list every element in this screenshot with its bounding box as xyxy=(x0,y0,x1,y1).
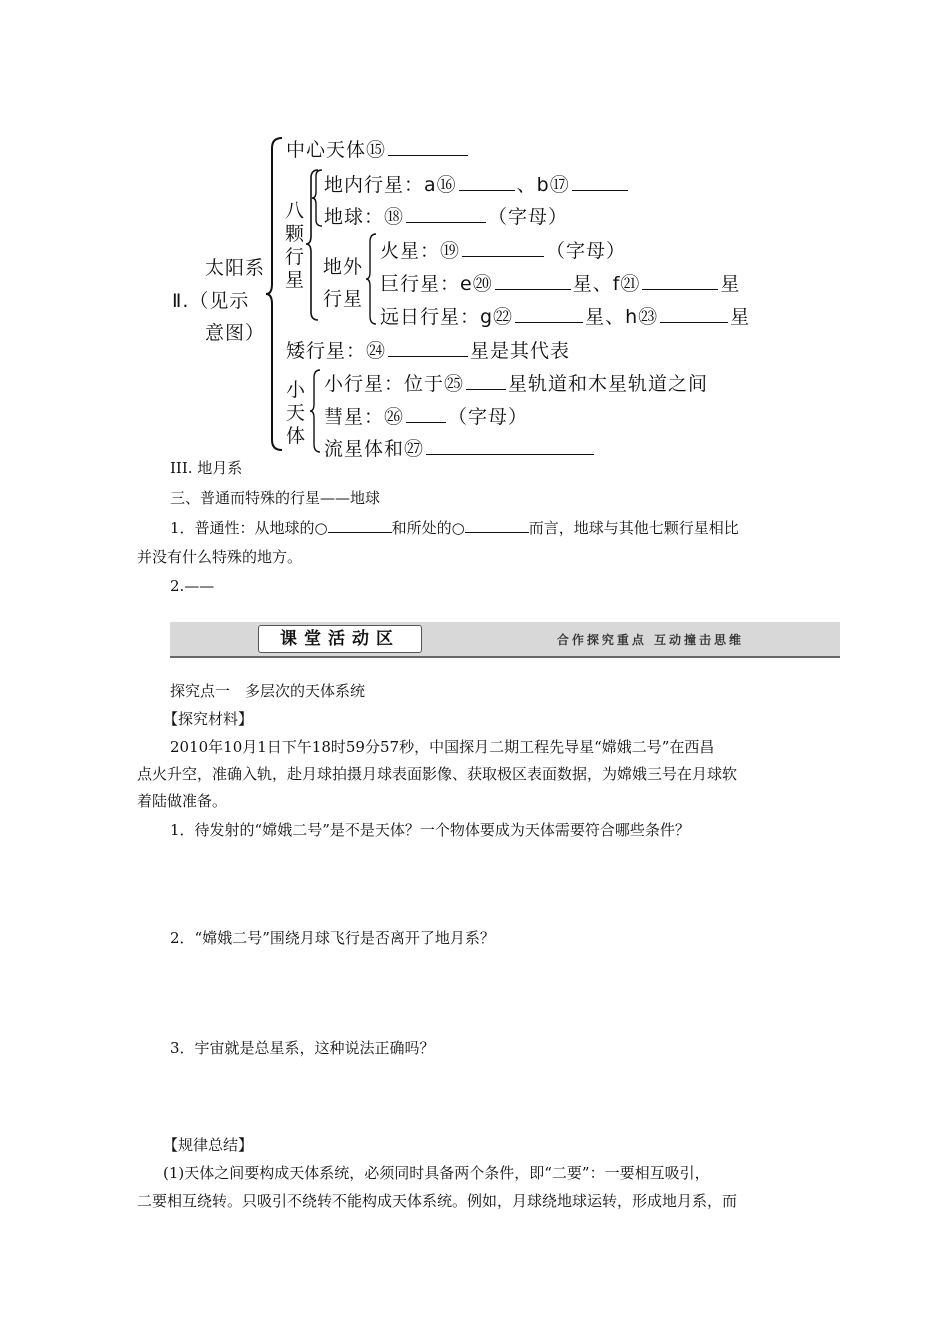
mars-line xyxy=(380,236,626,263)
material-heading: 【探究材料】 xyxy=(163,710,254,728)
banner-subtitle: 合作探究重点 互动撞击思维 xyxy=(556,633,744,647)
meteor-line xyxy=(324,434,596,461)
explore-point-heading: 探究点一 多层次的天体系统 xyxy=(170,682,366,700)
blank-25[interactable] xyxy=(466,372,506,390)
blank-19[interactable] xyxy=(462,239,544,257)
comet-label: 彗星：㉖ xyxy=(324,406,405,428)
blank-b[interactable] xyxy=(465,518,529,533)
ordinary-paragraph-2: 并没有什么特殊的地方。 xyxy=(137,548,303,566)
material-line-1: 2010年10月1日下午18时59分57秒，中国探月二期工程先导星“嫦娥二号”在西昌 xyxy=(170,738,715,756)
summary-line-1: (1)天体之间要构成天体系统，必须同时具备两个条件，即“二要”：一要相互吸引， xyxy=(163,1164,710,1182)
mars-label: 火星：⑲ xyxy=(380,240,461,262)
center-body-label: 中心天体⑮ xyxy=(286,139,387,161)
center-body-line xyxy=(286,135,470,162)
inner-sep: 、b⑰ xyxy=(516,174,570,196)
inner-planets-line xyxy=(324,170,630,197)
giant-label: 巨行星：e⑳ xyxy=(380,273,493,295)
farsun-label: 远日行星：g㉒ xyxy=(380,306,514,328)
giant-tail: 星 xyxy=(720,273,741,295)
blank-22[interactable] xyxy=(515,305,583,323)
summary-line-2: 二要相互绕转。只吸引不绕转不能构成天体系统。例如，月球绕地球运转，形成地月系，而 xyxy=(137,1192,738,1210)
asteroid-line xyxy=(324,369,708,396)
main-brace xyxy=(266,136,286,452)
blank-15[interactable] xyxy=(388,138,468,156)
root-label: 太阳系 xyxy=(205,257,266,279)
small-bodies-label: 小天体 xyxy=(286,379,307,447)
blank-26[interactable] xyxy=(406,405,446,423)
class-activity-banner xyxy=(170,622,840,658)
asteroid-label: 小行星：位于㉕ xyxy=(324,373,465,395)
blank-24[interactable] xyxy=(388,339,468,357)
comet-line xyxy=(324,402,528,429)
farsun-mid: 星、h㉓ xyxy=(585,306,659,328)
comet-tail: （字母） xyxy=(448,406,529,428)
dwarf-tail: 星是其代表 xyxy=(470,340,571,362)
eight-planets-label: 八颗行星 xyxy=(285,200,306,291)
giant-planets-line xyxy=(380,269,740,296)
mars-tail: （字母） xyxy=(546,240,627,262)
blank-16[interactable] xyxy=(459,173,515,191)
earth-line xyxy=(324,202,568,229)
section-three-heading: 三、普通而特殊的行星——地球 xyxy=(170,489,381,507)
material-line-3: 着陆做准备。 xyxy=(137,792,228,810)
section-label: Ⅱ.（见示 xyxy=(172,290,250,312)
blank-20[interactable] xyxy=(495,272,571,290)
giant-mid: 星、f㉑ xyxy=(572,273,641,295)
earth-tail: （字母） xyxy=(488,206,569,228)
blank-23[interactable] xyxy=(660,305,728,323)
asteroid-tail: 星轨道和木星轨道之间 xyxy=(508,373,709,395)
blank-17[interactable] xyxy=(572,173,628,191)
question-1: 1．待发射的“嫦娥二号”是不是天体？一个物体要成为天体需要符合哪些条件？ xyxy=(170,821,690,839)
banner-title: 课堂活动区 xyxy=(258,625,422,653)
blank-a[interactable] xyxy=(328,518,392,533)
inner-label: 地内行星：a⑯ xyxy=(324,174,457,196)
dwarf-label: 矮行星：㉔ xyxy=(286,340,387,362)
earth-moon-heading: III. 地月系 xyxy=(170,459,243,477)
farsun-tail: 星 xyxy=(730,306,751,328)
summary-heading: 【规律总结】 xyxy=(163,1136,254,1154)
item-two: 2.—— xyxy=(170,577,215,595)
p1a: 1．普通性：从地球的○ xyxy=(170,519,328,537)
question-3: 3．宇宙就是总星系，这种说法正确吗？ xyxy=(170,1039,435,1057)
material-line-2: 点火升空，准确入轨，赴月球拍摄月球表面影像、获取极区表面数据，为嫦娥三号在月球软 xyxy=(137,765,738,783)
outer-brace xyxy=(366,232,380,326)
blank-21[interactable] xyxy=(642,272,718,290)
earth-label: 地球：⑱ xyxy=(324,206,405,228)
p1c: 而言，地球与其他七颗行星相比 xyxy=(528,519,739,537)
blank-18[interactable] xyxy=(406,205,486,223)
dwarf-planet-line xyxy=(286,336,570,363)
outer-planets-label: 地外行星 xyxy=(323,256,364,310)
section-label-2: 意图） xyxy=(205,322,266,344)
meteor-label: 流星体和㉗ xyxy=(324,438,425,460)
blank-27[interactable] xyxy=(426,437,594,455)
p1b: 和所处的○ xyxy=(391,519,465,537)
question-2: 2．“嫦娥二号”围绕月球飞行是否离开了地月系？ xyxy=(170,929,495,947)
ordinary-paragraph xyxy=(170,518,739,538)
small-bodies-brace xyxy=(310,368,324,454)
far-sun-planets-line xyxy=(380,302,750,329)
